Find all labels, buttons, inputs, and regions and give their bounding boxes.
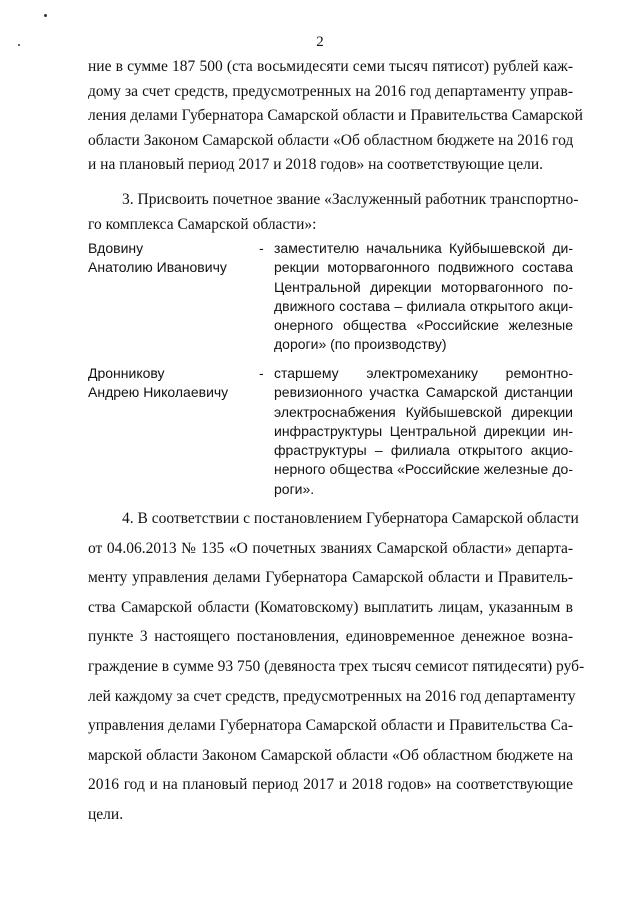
text-line: марской области Законом Самарской области «Об областном бюджете на [88, 746, 573, 764]
paragraph-4 [88, 504, 585, 830]
description-line: заместителю начальника Куйбышевской ди- [274, 240, 573, 256]
description-line: электроснабжения Куйбышевской дирекции [274, 403, 573, 420]
text-line: го комплекса Самарской области»: [88, 215, 317, 233]
text-line: лей каждому за счет средств, предусмотренных на 2016 год департаменту [88, 687, 576, 705]
text-line: и на плановый период 2017 и 2018 годов» на соответствующие цели. [88, 156, 544, 173]
text-line: 3. Присвоить почетное звание «Заслуженный работник транспортно- [122, 191, 579, 208]
text-line: управления делами Губернатора Самарской области и Правительства Са- [88, 717, 573, 735]
description-line: старшему электромеханику ремонтно- [274, 365, 573, 381]
awardee-name [88, 239, 248, 278]
description-line: онерного общества «Российские железные [274, 317, 573, 334]
awardee-name-line: Дронникову [88, 365, 165, 381]
paragraph-3 [88, 188, 579, 237]
text-line: 4. В соответствии с постановлением Губернатора Самарской области [122, 510, 579, 527]
description-line: дороги» (по производству) [274, 336, 447, 353]
awardee-name-line: Вдовину [88, 240, 144, 256]
text-line: граждение в сумме 93 750 (девяноста трех тысяч семисот пятидесяти) руб- [88, 657, 585, 675]
awardee-name [88, 364, 248, 403]
awardee-description [274, 239, 573, 355]
text-line: ления делами Губернатора Самарской области и Правительства Самарской [88, 107, 583, 124]
awardee-name-line: Анатолию Ивановичу [88, 259, 227, 276]
text-line: области Законом Самарской области «Об областном бюджете на 2016 год [88, 131, 574, 149]
scan-speck [44, 14, 47, 17]
text-line: менту управления делами Губернатора Самарской области и Правитель- [88, 569, 573, 587]
text-line: 2016 год и на плановый период 2017 и 2018 годов» на соответствующие [88, 776, 573, 794]
page-number: 2 [316, 34, 324, 50]
description-line: нерного общества «Российские железные до- [274, 461, 573, 478]
description-line: роги». [274, 480, 315, 497]
description-line: инфраструктуры Центральной дирекции ин- [274, 422, 573, 439]
awardee-description [274, 364, 573, 499]
description-line: движного состава – филиала открытого акци- [274, 297, 573, 314]
text-line: цели. [88, 805, 124, 823]
description-line: фраструктуры – филиала открытого акцио- [274, 442, 573, 459]
text-line: ние в сумме 187 500 (ста восьмидесяти семи тысяч пятисот) рублей каж- [88, 58, 573, 75]
text-line: дому за счет средств, предусмотренных на 2016 год департаменту управ- [88, 82, 573, 100]
paragraph-continued [88, 55, 583, 178]
description-line: ревизионного участка Самарской дистанции [274, 384, 573, 401]
text-line: ства Самарской области (Коматовскому) выплатить лицам, указанным в [88, 598, 573, 616]
text-line: пункте 3 настоящего постановления, единовременное денежное возна- [88, 628, 573, 646]
text-line: от 04.06.2013 № 135 «О почетных званиях Самарской области» департа- [88, 539, 573, 557]
description-line: Центральной дирекции моторвагонного по- [274, 278, 573, 295]
description-line: рекции моторвагонного подвижного состава [274, 259, 573, 276]
list-dash: - [259, 240, 264, 256]
awardee-name-line: Андрею Николаевичу [88, 384, 229, 401]
list-dash: - [259, 365, 264, 381]
